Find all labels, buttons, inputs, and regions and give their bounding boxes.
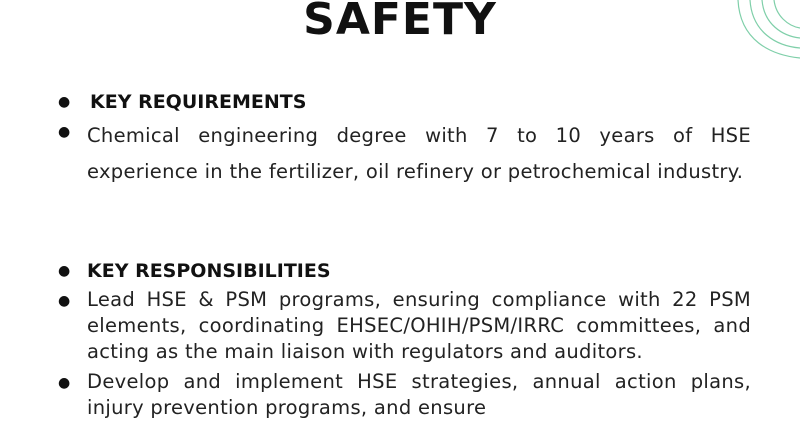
section-heading-text: KEY REQUIREMENTS bbox=[90, 91, 307, 113]
list-item bbox=[58, 118, 751, 190]
section-heading bbox=[58, 259, 751, 283]
bullet-icon: ● bbox=[58, 263, 71, 279]
list-item-text: Chemical engineering degree with 7 to 10 years of HSE experience in the fertilizer, oil refinery or petrochemical industry. bbox=[87, 124, 751, 183]
section-heading bbox=[58, 90, 751, 114]
section-heading-text: KEY RESPONSIBILITIES bbox=[87, 260, 331, 282]
list-item-text: Lead HSE & PSM programs, ensuring compliance with 22 PSM elements, coordinating EHSEC/OHIH/PSM/IRRC committees, and acting as the main liaison with regulators and auditors. bbox=[87, 288, 751, 363]
bullet-icon: ● bbox=[58, 94, 71, 110]
bullet-icon: ● bbox=[58, 375, 71, 391]
section-key-requirements bbox=[58, 90, 751, 190]
bullet-icon: ● bbox=[58, 293, 71, 309]
list-item bbox=[58, 369, 751, 421]
section-key-responsibilities bbox=[58, 259, 751, 421]
list-item bbox=[58, 287, 751, 365]
list-item-text: Develop and implement HSE strategies, annual action plans, injury prevention programs, and ensure bbox=[87, 370, 751, 419]
page-title: SAFETY bbox=[303, 0, 497, 45]
bullet-icon: ● bbox=[58, 124, 71, 140]
